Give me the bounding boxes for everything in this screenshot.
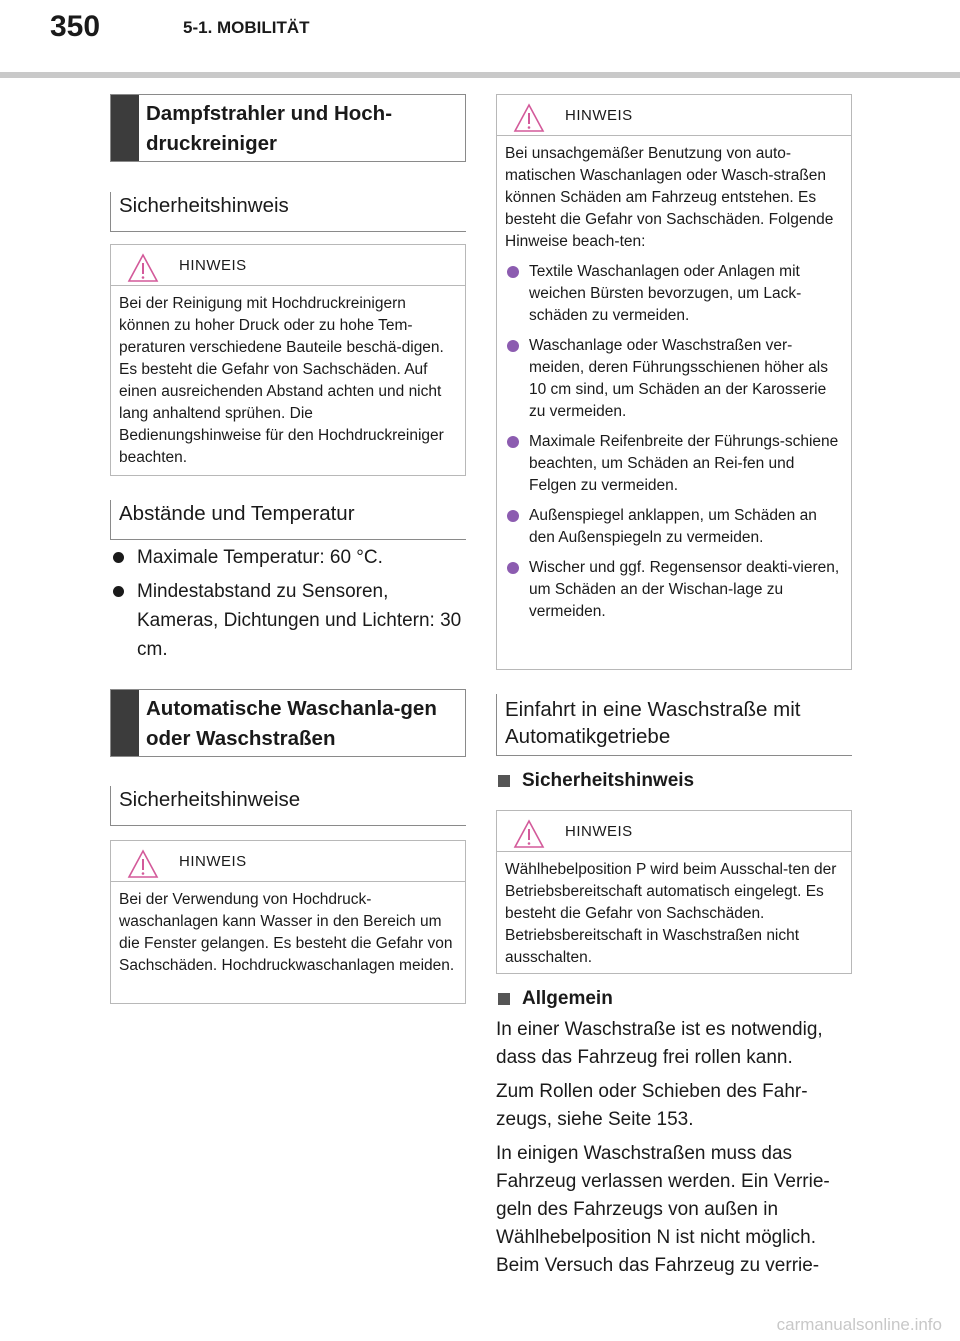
page-number: 350 [50,10,101,43]
notice-body [497,852,851,977]
paragraph: Zum Rollen oder Schieben des Fahr-zeugs, siehe Seite 153. [496,1081,808,1130]
list-item-text: Textile Waschanlagen oder Anlagen mit weichen Bürsten bevorzugen, um Lack-schäden zu vermeiden. [529,263,802,324]
subheading-distance-temperature: Abstände und Temperatur [110,500,466,540]
warning-triangle-icon [127,849,159,879]
list-item [505,557,843,623]
notice-box-gear-selector [496,810,852,974]
notice-body [497,136,851,631]
section-heading-car-wash [110,689,466,757]
notice-text: Bei der Reinigung mit Hochdruckreinigern können zu hoher Druck oder zu hohe Tem-peraturen verschiedene Bauteile beschä-digen. Es besteht die Gefahr von Sachschäden. Auf einen ausreichenden Abstand achten und nicht lang anhaltend sprühen. Die Bedienungshinweise für den Hochdruckreiniger beachten. [119,295,444,466]
section-subheading-safety [496,768,878,794]
notice-label: HINWEIS [179,257,247,274]
section-heading-text: Dampfstrahler und Hoch-druckreiniger [146,102,393,155]
notice-box-car-wash-use [496,94,852,670]
section-subheading-text: Sicherheitshinweis [522,770,695,791]
section-heading-text: Automatische Waschanla-gen oder Waschstraßen [146,697,437,750]
bullet-dot [113,586,124,597]
notice-box-high-pressure-wash [110,840,466,1004]
list-item [505,261,843,327]
heading-bar [111,95,139,161]
bullet-dot [113,552,124,563]
subheading-safety-notes: Sicherheitshinweise [110,786,466,826]
warning-triangle-icon [513,103,545,133]
notice-header [111,245,465,286]
list-item [505,335,843,423]
notice-body [111,286,465,477]
notice-label: HINWEIS [565,107,633,124]
watermark: carmanualsonline.info [776,1315,942,1334]
bullet-dot [507,510,519,522]
notice-label: HINWEIS [179,853,247,870]
list-item-text: Wischer und ggf. Regensensor deakti-vieren, um Schäden an der Wischan-lage zu vermeiden. [529,559,840,620]
heading-bar [111,690,139,756]
section-subheading-general [496,986,878,1012]
list-item-text: Mindestabstand zu Sensoren, Kameras, Dichtungen und Lichtern: 30 cm. [137,581,462,660]
list-item [505,505,843,549]
notice-label: HINWEIS [565,823,633,840]
bullet-dot [507,436,519,448]
subheading-safety-note: Sicherheitshinweis [110,192,466,232]
notice-header [497,95,851,136]
bullet-dot [507,340,519,352]
notice-body [111,882,465,985]
list-item [110,543,466,572]
notice-intro: Bei unsachgemäßer Benutzung von auto-matischen Waschanlagen oder Wasch-straßen können Schäden am Fahrzeug entstehen. Es besteht die Gefahr von Sachschäden. Folgende Hinweise beach-ten: [505,145,834,250]
list-item [110,577,466,664]
bullet-list-distance [110,543,466,669]
body-text-general [496,1016,852,1286]
list-item-text: Maximale Reifenbreite der Führungs-schiene beachten, um Schäden an Rei-fen und Felgen zu vermeiden. [529,433,839,494]
notice-text: Wählhebelposition P wird beim Ausschal-ten der Betriebsbereitschaft automatisch eingelegt. Es besteht die Gefahr von Sachschäden. Betriebsbereitschaft in Waschstraßen nicht ausschalten. [505,861,837,966]
chapter-title: 5-1. MOBILITÄT [183,18,310,37]
page-header [0,0,960,78]
paragraph: In einer Waschstraße ist es notwendig, dass das Fahrzeug frei rollen kann. [496,1019,823,1068]
notice-header [111,841,465,882]
subheading-car-wash-automatic: Einfahrt in eine Waschstraße mit Automatikgetriebe [496,694,852,756]
list-item-text: Außenspiegel anklappen, um Schäden an den Außenspiegeln zu vermeiden. [529,507,817,546]
notice-text: Bei der Verwendung von Hochdruck-waschanlagen kann Wasser in den Bereich um die Fenster gelangen. Es besteht die Gefahr von Sachschäden. Hochdruckwaschanlagen meiden. [119,891,455,974]
warning-triangle-icon [513,819,545,849]
warning-triangle-icon [127,253,159,283]
square-bullet-icon [498,993,510,1005]
list-item [505,431,843,497]
notice-box-pressure-washer [110,244,466,476]
list-item-text: Maximale Temperatur: 60 °C. [137,547,383,568]
square-bullet-icon [498,775,510,787]
list-item-text: Waschanlage oder Waschstraßen ver-meiden, deren Führungsschienen höher als 10 cm sind, um Schäden an der Karosserie zu vermeiden. [529,337,828,420]
section-subheading-text: Allgemein [522,988,613,1009]
header-rule [0,72,960,78]
bullet-dot [507,562,519,574]
notice-header [497,811,851,852]
bullet-dot [507,266,519,278]
paragraph: In einigen Waschstraßen muss das Fahrzeug verlassen werden. Ein Verrie-geln des Fahrzeugs von außen in Wählhebelposition N ist nicht möglich. Beim Versuch das Fahrzeug zu verrie- [496,1143,830,1276]
section-heading-pressure-washer [110,94,466,162]
